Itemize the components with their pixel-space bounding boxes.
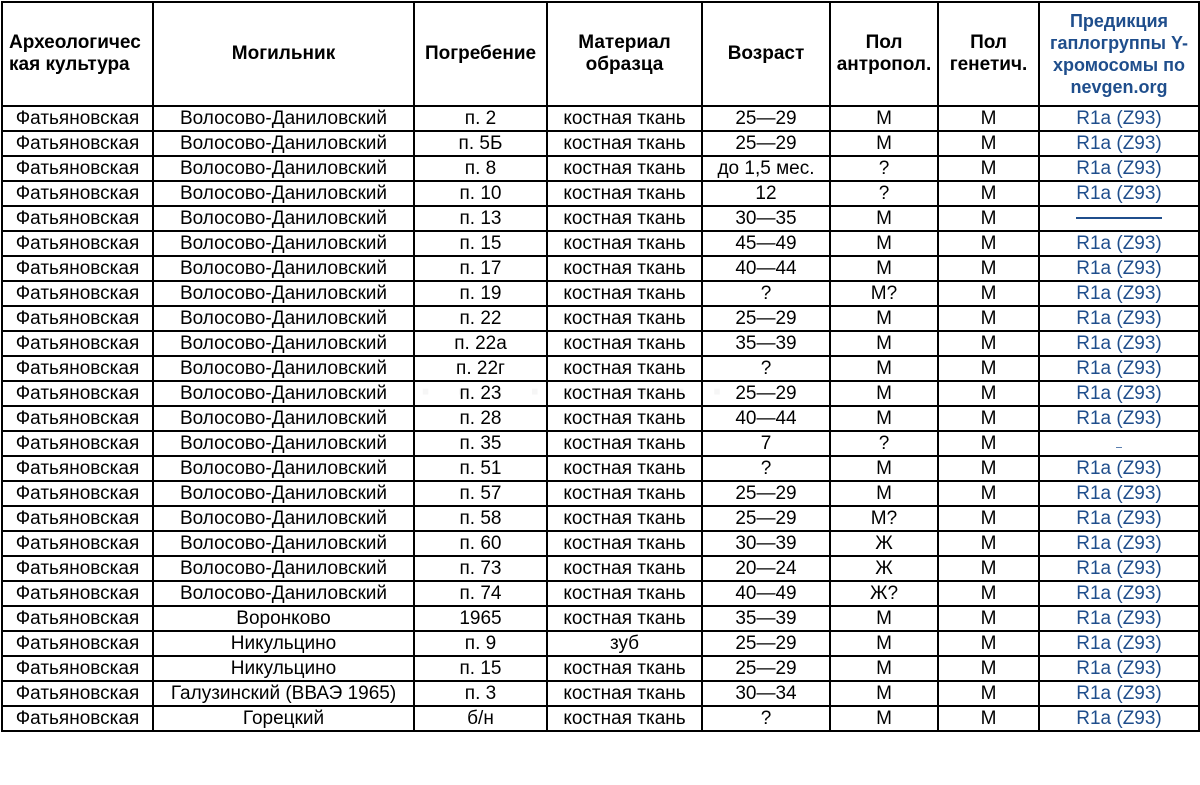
cell-burial-ground: Волосово-Даниловский <box>153 556 414 581</box>
cell-culture: Фатьяновская <box>2 131 153 156</box>
table-row <box>2 631 1199 656</box>
cell-sex-anthro: Ж <box>830 556 938 581</box>
cell-age: 30—35 <box>702 206 830 231</box>
cell-burial-ground: Волосово-Даниловский <box>153 206 414 231</box>
cell-haplogroup: R1a (Z93) <box>1039 181 1199 206</box>
cell-burial: п. 58 <box>414 506 547 531</box>
cell-material: костная ткань <box>547 256 702 281</box>
table-row <box>2 656 1199 681</box>
table-row <box>2 181 1199 206</box>
cell-material: костная ткань <box>547 481 702 506</box>
cell-sex-genetic: М <box>938 681 1039 706</box>
cell-burial: п. 5Б <box>414 131 547 156</box>
table-row <box>2 331 1199 356</box>
cell-culture: Фатьяновская <box>2 381 153 406</box>
cell-sex-anthro: М <box>830 406 938 431</box>
cell-burial: п. 15 <box>414 231 547 256</box>
cell-sex-genetic: М <box>938 456 1039 481</box>
cell-material: костная ткань <box>547 106 702 131</box>
cell-haplogroup: R1a (Z93) <box>1039 256 1199 281</box>
cell-age: ? <box>702 281 830 306</box>
cell-sex-genetic: М <box>938 381 1039 406</box>
cell-material: костная ткань <box>547 706 702 731</box>
cell-material: костная ткань <box>547 581 702 606</box>
table-row <box>2 706 1199 731</box>
cell-material: костная ткань <box>547 331 702 356</box>
cell-sex-anthro: М <box>830 306 938 331</box>
table-row <box>2 356 1199 381</box>
cell-burial-ground: Волосово-Даниловский <box>153 106 414 131</box>
cell-age: 12 <box>702 181 830 206</box>
cell-haplogroup: R1a (Z93) <box>1039 631 1199 656</box>
cell-sex-genetic: М <box>938 306 1039 331</box>
cell-sex-genetic: М <box>938 656 1039 681</box>
cell-culture: Фатьяновская <box>2 681 153 706</box>
cell-sex-genetic: М <box>938 106 1039 131</box>
cell-sex-anthro: ? <box>830 181 938 206</box>
cell-burial: п. 2 <box>414 106 547 131</box>
cell-sex-anthro: ? <box>830 431 938 456</box>
cell-burial: п. 10 <box>414 181 547 206</box>
table-row <box>2 156 1199 181</box>
cell-burial: п. 51 <box>414 456 547 481</box>
cell-burial: п. 15 <box>414 656 547 681</box>
cell-burial-ground: Галузинский (ВВАЭ 1965) <box>153 681 414 706</box>
cell-sex-genetic: М <box>938 256 1039 281</box>
cell-sex-genetic: М <box>938 706 1039 731</box>
cell-haplogroup: R1a (Z93) <box>1039 106 1199 131</box>
cell-material: костная ткань <box>547 131 702 156</box>
cell-sex-genetic: М <box>938 206 1039 231</box>
cell-sex-genetic: М <box>938 181 1039 206</box>
cell-burial: п. 13 <box>414 206 547 231</box>
cell-sex-anthro: М <box>830 206 938 231</box>
cell-sex-genetic: М <box>938 331 1039 356</box>
cell-sex-genetic: М <box>938 231 1039 256</box>
cell-sex-anthro: М <box>830 256 938 281</box>
cell-sex-anthro: М <box>830 706 938 731</box>
cell-sex-genetic: М <box>938 581 1039 606</box>
cell-sex-genetic: М <box>938 506 1039 531</box>
cell-haplogroup: R1a (Z93) <box>1039 681 1199 706</box>
cell-haplogroup: R1a (Z93) <box>1039 131 1199 156</box>
cell-material: костная ткань <box>547 206 702 231</box>
cell-haplogroup: R1a (Z93) <box>1039 606 1199 631</box>
cell-age: ? <box>702 706 830 731</box>
cell-sex-anthro: Ж? <box>830 581 938 606</box>
cell-burial: б/н <box>414 706 547 731</box>
cell-culture: Фатьяновская <box>2 181 153 206</box>
cell-haplogroup: R1a (Z93) <box>1039 481 1199 506</box>
cell-culture: Фатьяновская <box>2 256 153 281</box>
cell-age: до 1,5 мес. <box>702 156 830 181</box>
cell-burial-ground: Волосово-Даниловский <box>153 281 414 306</box>
cell-burial-ground: Волосово-Даниловский <box>153 256 414 281</box>
cell-sex-anthro: М <box>830 381 938 406</box>
cell-age: 25—29 <box>702 631 830 656</box>
cell-sex-genetic: М <box>938 606 1039 631</box>
cell-age: 20—24 <box>702 556 830 581</box>
cell-sex-genetic: М <box>938 406 1039 431</box>
cell-haplogroup: R1a (Z93) <box>1039 581 1199 606</box>
cell-age: 30—39 <box>702 531 830 556</box>
table-row <box>2 681 1199 706</box>
table-row <box>2 606 1199 631</box>
cell-burial: п. 23 <box>414 381 547 406</box>
cell-material: костная ткань <box>547 606 702 631</box>
table-row <box>2 581 1199 606</box>
cell-age: 25—29 <box>702 131 830 156</box>
cell-burial-ground: Волосово-Даниловский <box>153 431 414 456</box>
cell-sex-anthro: М <box>830 131 938 156</box>
cell-haplogroup: R1a (Z93) <box>1039 656 1199 681</box>
cell-age: 35—39 <box>702 606 830 631</box>
table-row <box>2 106 1199 131</box>
cell-burial-ground: Волосово-Даниловский <box>153 456 414 481</box>
table-row <box>2 556 1199 581</box>
cell-sex-anthro: М <box>830 456 938 481</box>
cell-material: зуб <box>547 631 702 656</box>
cell-burial: п. 57 <box>414 481 547 506</box>
cell-burial-ground: Волосово-Даниловский <box>153 406 414 431</box>
no-data-mark <box>1116 447 1122 448</box>
cell-burial-ground: Волосово-Даниловский <box>153 506 414 531</box>
cell-material: костная ткань <box>547 681 702 706</box>
cell-burial: п. 22а <box>414 331 547 356</box>
header-row <box>2 2 1199 106</box>
cell-burial-ground: Волосово-Даниловский <box>153 156 414 181</box>
cell-sex-anthro: М <box>830 656 938 681</box>
cell-age: 25—29 <box>702 481 830 506</box>
cell-culture: Фатьяновская <box>2 306 153 331</box>
cell-sex-genetic: М <box>938 356 1039 381</box>
cell-age: ? <box>702 456 830 481</box>
cell-age: 35—39 <box>702 331 830 356</box>
table-row <box>2 306 1199 331</box>
table-row <box>2 431 1199 456</box>
cell-material: костная ткань <box>547 181 702 206</box>
cell-culture: Фатьяновская <box>2 356 153 381</box>
cell-sex-anthro: М <box>830 106 938 131</box>
cell-culture: Фатьяновская <box>2 156 153 181</box>
cell-haplogroup: R1a (Z93) <box>1039 331 1199 356</box>
cell-material: костная ткань <box>547 556 702 581</box>
cell-material: костная ткань <box>547 456 702 481</box>
cell-sex-anthro: М? <box>830 281 938 306</box>
col-header-culture: Археологичес кая культура <box>2 2 153 106</box>
cell-culture: Фатьяновская <box>2 606 153 631</box>
cell-burial-ground: Волосово-Даниловский <box>153 331 414 356</box>
col-header-sample-material: Материал образца <box>547 2 702 106</box>
cell-sex-genetic: М <box>938 131 1039 156</box>
cell-culture: Фатьяновская <box>2 331 153 356</box>
no-data-dash <box>1076 217 1162 219</box>
cell-burial-ground: Волосово-Даниловский <box>153 356 414 381</box>
cell-haplogroup: R1a (Z93) <box>1039 381 1199 406</box>
table-row <box>2 131 1199 156</box>
col-header-sex-anthro: Пол антропол. <box>830 2 938 106</box>
cell-burial-ground: Волосово-Даниловский <box>153 306 414 331</box>
table-row <box>2 506 1199 531</box>
cell-burial-ground: Волосово-Даниловский <box>153 481 414 506</box>
cell-sex-anthro: М <box>830 606 938 631</box>
cell-material: костная ткань <box>547 406 702 431</box>
cell-culture: Фатьяновская <box>2 281 153 306</box>
table-row <box>2 231 1199 256</box>
cell-sex-anthro: ? <box>830 156 938 181</box>
cell-haplogroup <box>1039 431 1199 456</box>
cell-burial: п. 35 <box>414 431 547 456</box>
cell-haplogroup: R1a (Z93) <box>1039 506 1199 531</box>
cell-sex-anthro: М? <box>830 506 938 531</box>
cell-burial-ground: Волосово-Даниловский <box>153 581 414 606</box>
cell-culture: Фатьяновская <box>2 631 153 656</box>
cell-burial-ground: Никульцино <box>153 656 414 681</box>
cell-burial-ground: Воронково <box>153 606 414 631</box>
cell-haplogroup: R1a (Z93) <box>1039 356 1199 381</box>
cell-burial: п. 19 <box>414 281 547 306</box>
cell-age: 45—49 <box>702 231 830 256</box>
cell-material: костная ткань <box>547 356 702 381</box>
cell-sex-genetic: М <box>938 156 1039 181</box>
cell-haplogroup: R1a (Z93) <box>1039 231 1199 256</box>
cell-material: костная ткань <box>547 431 702 456</box>
table-row <box>2 531 1199 556</box>
cell-haplogroup: R1a (Z93) <box>1039 306 1199 331</box>
cell-haplogroup: R1a (Z93) <box>1039 406 1199 431</box>
cell-burial-ground: Никульцино <box>153 631 414 656</box>
table-row <box>2 256 1199 281</box>
cell-culture: Фатьяновская <box>2 581 153 606</box>
cell-age: 25—29 <box>702 506 830 531</box>
cell-haplogroup: R1a (Z93) <box>1039 556 1199 581</box>
cell-sex-anthro: М <box>830 631 938 656</box>
cell-material: костная ткань <box>547 156 702 181</box>
cell-haplogroup: R1a (Z93) <box>1039 706 1199 731</box>
cell-sex-genetic: М <box>938 431 1039 456</box>
cell-material: костная ткань <box>547 656 702 681</box>
cell-culture: Фатьяновская <box>2 106 153 131</box>
cell-age: 25—29 <box>702 381 830 406</box>
col-header-age: Возраст <box>702 2 830 106</box>
table-row <box>2 456 1199 481</box>
table-row <box>2 206 1199 231</box>
cell-burial-ground: Горецкий <box>153 706 414 731</box>
cell-sex-anthro: М <box>830 481 938 506</box>
col-header-haplogroup: Предикция гаплогруппы Y-хромосомы по nevgen.org <box>1039 2 1199 106</box>
cell-age: 25—29 <box>702 306 830 331</box>
col-header-burial-ground: Могильник <box>153 2 414 106</box>
table-row <box>2 381 1199 406</box>
table-row <box>2 406 1199 431</box>
haplogroup-table <box>1 1 1200 732</box>
cell-age: 30—34 <box>702 681 830 706</box>
cell-age: ? <box>702 356 830 381</box>
cell-culture: Фатьяновская <box>2 456 153 481</box>
cell-sex-anthro: М <box>830 681 938 706</box>
cell-material: костная ткань <box>547 531 702 556</box>
cell-haplogroup: R1a (Z93) <box>1039 281 1199 306</box>
cell-sex-anthro: Ж <box>830 531 938 556</box>
cell-burial: п. 22 <box>414 306 547 331</box>
cell-culture: Фатьяновская <box>2 481 153 506</box>
cell-sex-genetic: М <box>938 281 1039 306</box>
table-row <box>2 281 1199 306</box>
cell-culture: Фатьяновская <box>2 431 153 456</box>
cell-burial-ground: Волосово-Даниловский <box>153 131 414 156</box>
cell-culture: Фатьяновская <box>2 531 153 556</box>
cell-culture: Фатьяновская <box>2 506 153 531</box>
cell-culture: Фатьяновская <box>2 206 153 231</box>
cell-burial: п. 8 <box>414 156 547 181</box>
cell-burial-ground: Волосово-Даниловский <box>153 381 414 406</box>
cell-haplogroup: R1a (Z93) <box>1039 531 1199 556</box>
cell-age: 25—29 <box>702 656 830 681</box>
cell-culture: Фатьяновская <box>2 406 153 431</box>
cell-burial: п. 74 <box>414 581 547 606</box>
col-header-burial: Погребение <box>414 2 547 106</box>
col-header-sex-genetic: Пол генетич. <box>938 2 1039 106</box>
cell-burial-ground: Волосово-Даниловский <box>153 231 414 256</box>
cell-sex-genetic: М <box>938 531 1039 556</box>
cell-culture: Фатьяновская <box>2 706 153 731</box>
cell-culture: Фатьяновская <box>2 556 153 581</box>
cell-sex-anthro: М <box>830 356 938 381</box>
cell-material: костная ткань <box>547 506 702 531</box>
cell-burial: п. 9 <box>414 631 547 656</box>
cell-burial-ground: Волосово-Даниловский <box>153 181 414 206</box>
cell-age: 25—29 <box>702 106 830 131</box>
cell-material: костная ткань <box>547 281 702 306</box>
cell-burial: п. 73 <box>414 556 547 581</box>
cell-burial: п. 17 <box>414 256 547 281</box>
cell-material: костная ткань <box>547 381 702 406</box>
cell-material: костная ткань <box>547 306 702 331</box>
cell-haplogroup <box>1039 206 1199 231</box>
cell-burial: п. 22г <box>414 356 547 381</box>
cell-sex-genetic: М <box>938 631 1039 656</box>
cell-burial: п. 3 <box>414 681 547 706</box>
cell-burial: 1965 <box>414 606 547 631</box>
cell-age: 40—44 <box>702 256 830 281</box>
cell-material: костная ткань <box>547 231 702 256</box>
table-row <box>2 481 1199 506</box>
cell-sex-genetic: М <box>938 556 1039 581</box>
cell-age: 7 <box>702 431 830 456</box>
cell-sex-anthro: М <box>830 331 938 356</box>
cell-burial: п. 60 <box>414 531 547 556</box>
cell-age: 40—49 <box>702 581 830 606</box>
cell-haplogroup: R1a (Z93) <box>1039 456 1199 481</box>
cell-sex-genetic: М <box>938 481 1039 506</box>
cell-culture: Фатьяновская <box>2 231 153 256</box>
cell-age: 40—44 <box>702 406 830 431</box>
cell-haplogroup: R1a (Z93) <box>1039 156 1199 181</box>
cell-burial: п. 28 <box>414 406 547 431</box>
cell-culture: Фатьяновская <box>2 656 153 681</box>
cell-sex-anthro: М <box>830 231 938 256</box>
cell-burial-ground: Волосово-Даниловский <box>153 531 414 556</box>
